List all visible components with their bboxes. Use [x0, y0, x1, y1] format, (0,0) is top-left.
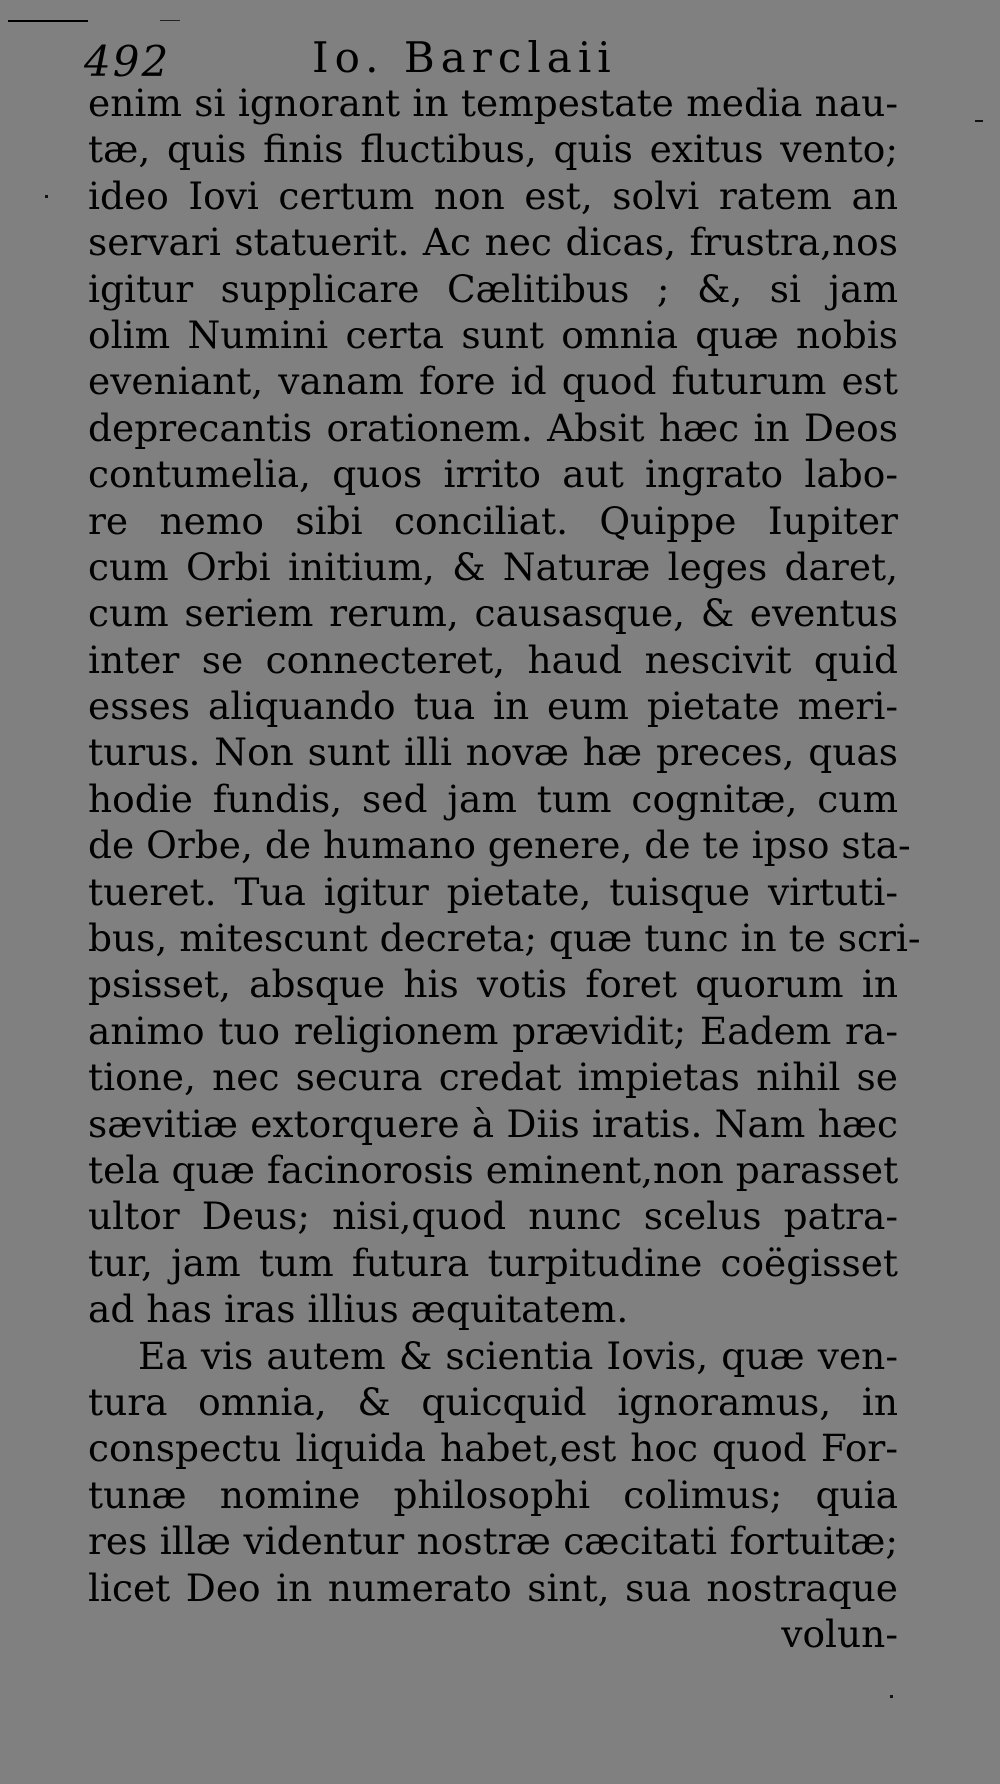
text-line: servari statuerit. Ac nec dicas, frustra,nos [88, 220, 898, 265]
text-line: tueret. Tua igitur pietate, tuisque virtuti- [88, 869, 898, 914]
catchword: volun- [781, 1611, 898, 1656]
text-line: tur, jam tum futura turpitudine coëgisset [88, 1240, 898, 1285]
body-text [88, 80, 921, 1657]
text-line: eveniant, vanam fore id quod futurum est [88, 359, 898, 404]
text-line: tura omnia, & quicquid ignoramus, in [88, 1379, 898, 1424]
text-line: ultor Deus; nisi,quod nunc scelus patra- [88, 1194, 898, 1239]
text-line: contumelia, quos irrito aut ingrato labo- [88, 452, 898, 497]
text-line: animo tuo religionem prævidit; Eadem ra- [88, 1008, 898, 1053]
text-line: olim Numini certa sunt omnia quæ nobis [88, 312, 898, 357]
speck [890, 1695, 893, 1698]
text-line: cum Orbi initium, & Naturæ leges daret, [88, 544, 898, 589]
top-rule [8, 20, 88, 22]
text-line: tione, nec secura credat impietas nihil se [88, 1055, 898, 1100]
text-line: Ea vis autem & scientia Iovis, quæ ven- [138, 1333, 898, 1378]
text-line: psisset, absque his votis foret quorum in [88, 962, 898, 1007]
text-line: inter se connecteret, haud nescivit quid [88, 637, 898, 682]
page-header [84, 30, 884, 86]
running-head: Io. Barclaii [312, 33, 617, 82]
text-line: ideo Iovi certum non est, solvi ratem an [88, 173, 898, 218]
text-line: de Orbe, de humano genere, de te ipso sta- [88, 823, 911, 868]
text-line: ad has iras illius æquitatem. [88, 1287, 629, 1332]
text-line: hodie fundis, sed jam tum cognitæ, cum [88, 776, 898, 821]
text-line: sævitiæ extorquere à Diis iratis. Nam hæc [88, 1101, 898, 1146]
text-line: tela quæ facinorosis eminent,non parasset [88, 1147, 899, 1192]
speck [975, 120, 983, 122]
text-line: conspectu liquida habet,est hoc quod For- [88, 1426, 898, 1471]
text-line: enim si ignorant in tempestate media nau- [88, 81, 898, 125]
text-line: esses aliquando tua in eum pietate meri- [88, 684, 898, 729]
text-line: deprecantis orationem. Absit hæc in Deos [88, 405, 898, 450]
text-line: turus. Non sunt illi novæ hæ preces, quas [88, 730, 898, 775]
text-line: res illæ videntur nostræ cæcitati fortuitæ; [88, 1519, 898, 1564]
top-rule-fragment [160, 20, 180, 21]
page-number: 492 [84, 37, 171, 86]
text-line: tunæ nomine philosophi colimus; quia [88, 1472, 898, 1517]
text-line: cum seriem rerum, causasque, & eventus [88, 591, 898, 636]
speck [45, 195, 48, 198]
text-line: bus, mitescunt decreta; quæ tunc in te scri- [88, 916, 921, 961]
text-line: igitur supplicare Cælitibus ; &, si jam [88, 266, 898, 311]
text-line: tæ, quis finis fluctibus, quis exitus vento; [88, 127, 898, 172]
text-line: licet Deo in numerato sint, sua nostraque [88, 1565, 898, 1610]
text-line: re nemo sibi conciliat. Quippe Iupiter [88, 498, 898, 543]
